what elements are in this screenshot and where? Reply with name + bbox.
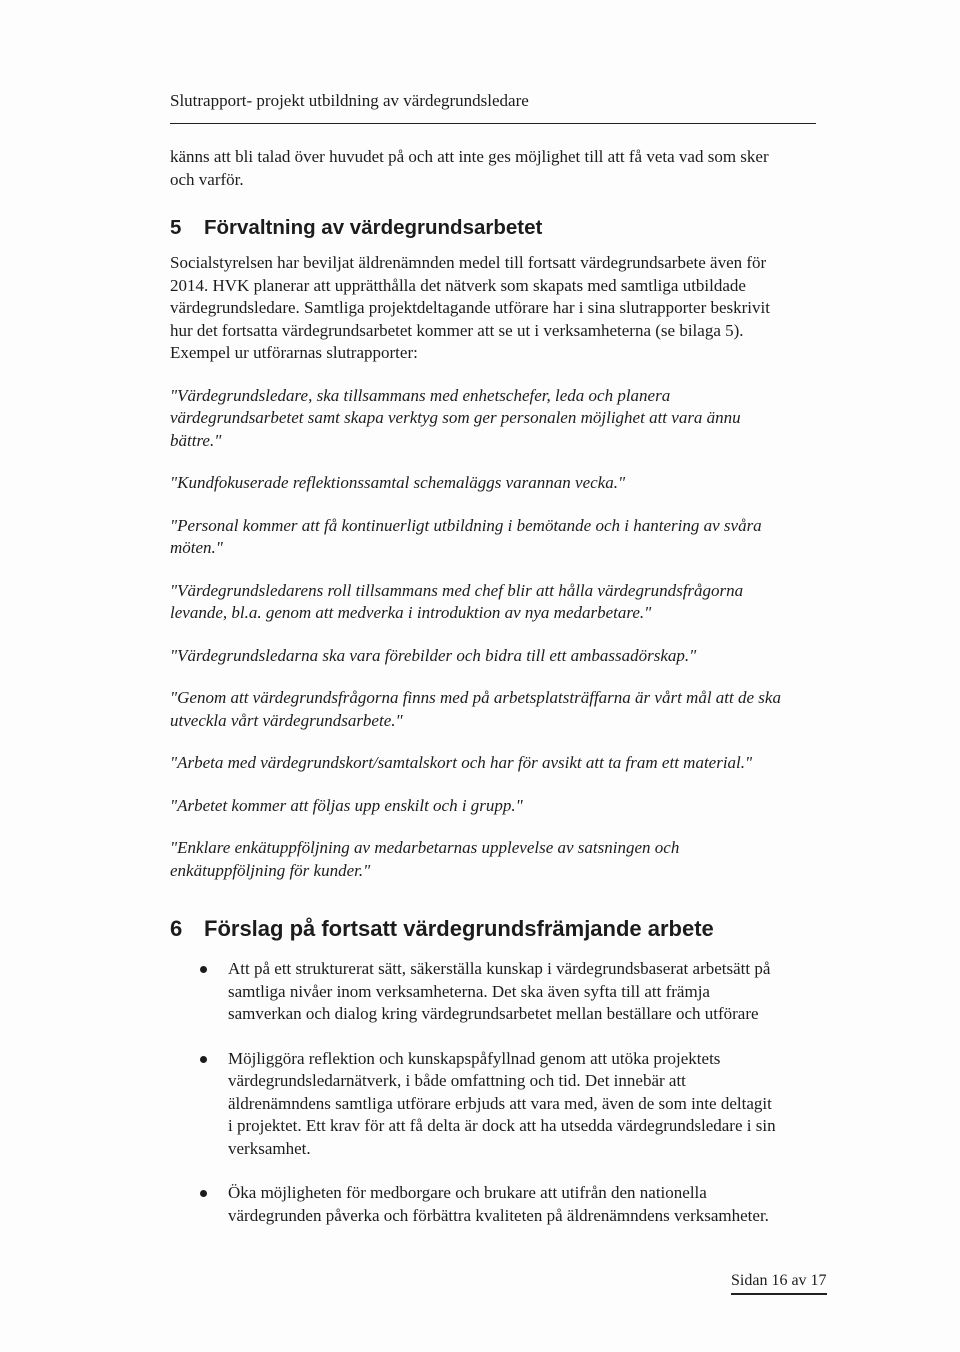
list-item (170, 1048, 850, 1161)
quote-line: levande, bl.a. genom att medverka i introduktion av nya medarbetare." (170, 603, 652, 622)
intro-line: känns att bli talad över huvudet på och att inte ges möjlighet till att få veta vad som sker (170, 147, 769, 166)
quote-line: "Kundfokuserade reflektionssamtal schemaläggs varannan vecka." (170, 473, 626, 492)
list-item (170, 958, 850, 1026)
page-number: Sidan 16 av 17 (731, 1271, 827, 1295)
quote-line: möten." (170, 538, 223, 557)
quote (170, 687, 850, 732)
section-6-heading (170, 916, 850, 942)
quote (170, 580, 850, 625)
paragraph-line: värdegrundsledare. Samtliga projektdeltagande utförare har i sina slutrapporter beskrivit (170, 298, 770, 317)
intro-paragraph (170, 146, 850, 191)
quote-line: "Enklare enkätuppföljning av medarbetarnas upplevelse av satsningen och (170, 838, 680, 857)
paragraph-line: Exempel ur utförarnas slutrapporter: (170, 343, 418, 362)
list-item-line: verksamhet. (228, 1138, 311, 1158)
list-item-line: samtliga nivåer inom verksamheterna. Det ska även syfta till att främja (228, 981, 710, 1001)
list-item-line: värdegrundsledarnätverk, i både omfattning och tid. Det innebär att (228, 1071, 686, 1090)
quote-line: "Arbetet kommer att följas upp enskilt och i grupp." (170, 795, 523, 815)
quote-line: "Värdegrundsledare, ska tillsammans med enhetschefer, leda och planera (170, 385, 671, 405)
section-5-heading (170, 216, 850, 240)
paragraph-line: Socialstyrelsen har beviljat äldrenämnden medel till fortsatt värdegrundsarbete även för (170, 253, 767, 272)
quote (170, 472, 850, 495)
list-item-line: Möjliggöra reflektion och kunskapspåfyllnad genom att utöka projektets (228, 1048, 721, 1068)
quote (170, 515, 850, 560)
section-number: 6 (170, 916, 183, 941)
list-item-line: samverkan och dialog kring värdegrundsarbetet mellan beställare och utförare (228, 1004, 759, 1023)
quote-line: värdegrundsarbetet samt skapa verktyg som ger personalen möjlighet att vara ännu (170, 408, 741, 427)
quote (170, 795, 850, 818)
bullet-icon (200, 1056, 207, 1063)
paragraph-line: 2014. HVK planerar att upprätthålla det nätverk som skapats med samtliga utbildade (170, 275, 746, 295)
quote (170, 645, 850, 668)
paragraph-line: hur det fortsatta värdegrundsarbetet kommer att se ut i verksamheterna (se bilaga 5). (170, 320, 744, 340)
bullet-icon (200, 966, 207, 973)
bullet-icon (200, 1190, 207, 1197)
running-header: Slutrapport- projekt utbildning av värdegrundsledare (170, 90, 816, 124)
quote-line: bättre." (170, 430, 222, 450)
quote (170, 385, 850, 453)
section-title: Förslag på fortsatt värdegrundsfrämjande arbete (204, 916, 714, 941)
list-item (170, 1182, 850, 1227)
list-item-line: Öka möjligheten för medborgare och brukare att utifrån den nationella (228, 1183, 707, 1202)
quote (170, 837, 850, 882)
page-body (170, 146, 850, 1227)
quote-line: "Genom att värdegrundsfrågorna finns med på arbetsplatsträffarna är vårt mål att de ska (170, 688, 781, 707)
list-item-line: värdegrunden påverka och förbättra kvaliteten på äldrenämndens verksamheter. (228, 1205, 769, 1225)
quote-line: enkätuppföljning för kunder." (170, 860, 371, 880)
quote (170, 752, 850, 775)
quote-line: utveckla vårt värdegrundsarbete." (170, 710, 403, 730)
quote-line: "Värdegrundsledarens roll tillsammans med chef blir att hålla värdegrundsfrågorna (170, 580, 744, 600)
list-item-line: äldrenämndens samtliga utförare erbjuds att vara med, även de som inte deltagit (228, 1093, 772, 1113)
quote-line: "Arbeta med värdegrundskort/samtalskort och har för avsikt att ta fram ett material." (170, 753, 753, 772)
section-number: 5 (170, 216, 182, 239)
section-title: Förvaltning av värdegrundsarbetet (204, 216, 543, 239)
proposal-list (170, 958, 850, 1227)
intro-line: och varför. (170, 169, 244, 189)
list-item-line: Att på ett strukturerat sätt, säkerställa kunskap i värdegrundsbaserat arbetsätt på (228, 959, 771, 978)
quote-line: "Värdegrundsledarna ska vara förebilder och bidra till ett ambassadörskap." (170, 645, 697, 665)
list-item-line: i projektet. Ett krav för att få delta är dock att ha utsedda värdegrundsledare i sin (228, 1116, 776, 1135)
quote-line: "Personal kommer att få kontinuerligt utbildning i bemötande och i hantering av svåra (170, 515, 762, 535)
section-5-paragraph (170, 252, 850, 365)
